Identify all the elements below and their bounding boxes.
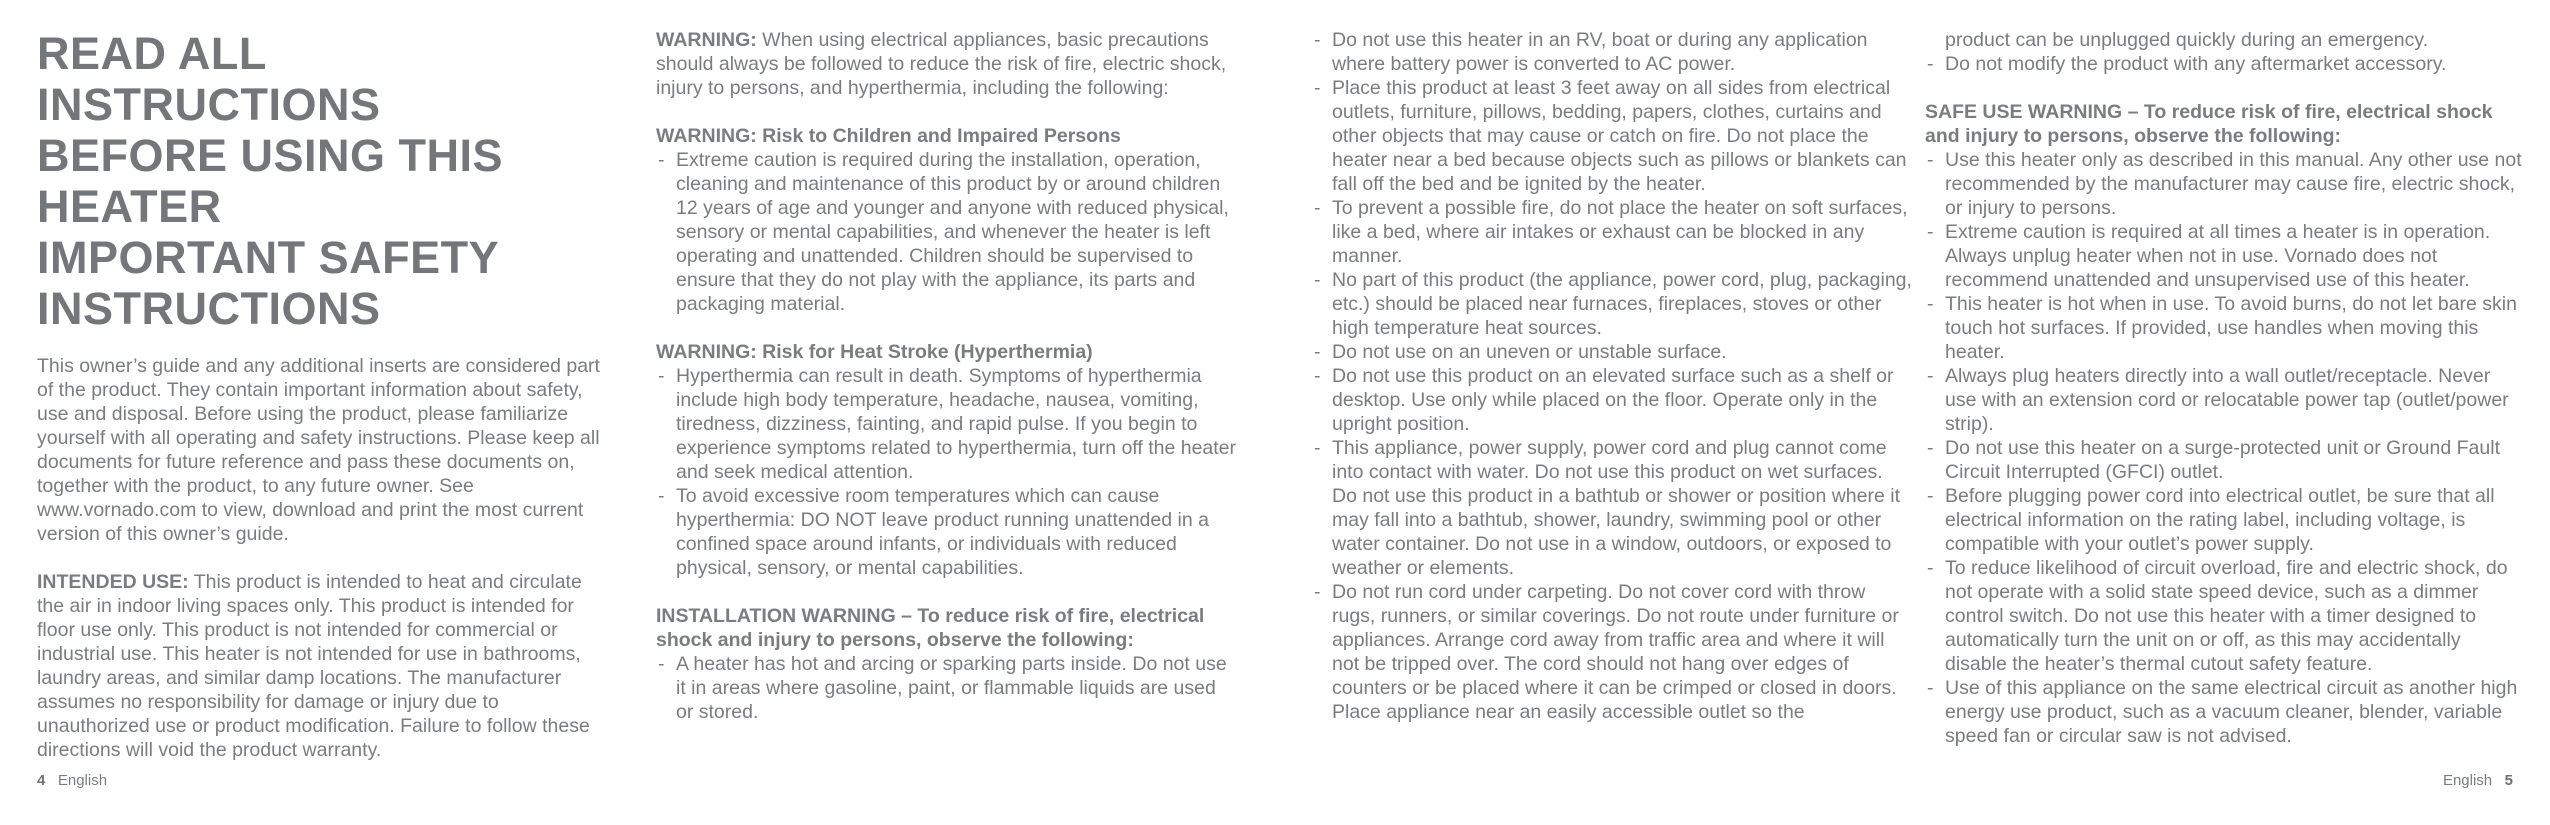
language-label-left: English bbox=[57, 772, 108, 789]
page-number-right: 5 bbox=[2504, 772, 2513, 789]
heat-stroke-section bbox=[656, 340, 1236, 580]
list-item: - Do not use on an uneven or unstable surface. bbox=[1312, 340, 1912, 364]
list-item: - Do not use this heater on a surge-protected unit or Ground Fault Circuit Interrupted (GFCI) outlet. bbox=[1925, 436, 2525, 484]
warning-label: WARNING: bbox=[656, 29, 757, 51]
list-item: - Do not use this heater in an RV, boat or during any application where battery power is converted to AC power. bbox=[1312, 28, 1912, 76]
list-item: - To reduce likelihood of circuit overload, fire and electric shock, do not operate with a solid state speed device, such as a dimmer control switch. Do not use this heater with a timer designed to automatically turn the unit on or off, as this may accidentally disable the heater’s thermal cutout safety feature. bbox=[1925, 556, 2525, 676]
intro-paragraph: This owner’s guide and any additional inserts are considered part of the product. They contain important information about safety, use and disposal. Before using the product, please familiarize yourself with all operating and safety instructions. Please keep all documents for future reference and pass these documents on, together with the product, to any future owner. See www.vornado.com to view, download and print the most current version of this owner’s guide. bbox=[37, 355, 600, 545]
general-warning-paragraph bbox=[656, 28, 1236, 100]
safe-use-section bbox=[1925, 100, 2525, 748]
children-warning-section bbox=[656, 124, 1236, 316]
footer-right bbox=[2443, 772, 2513, 789]
list-item: - Hyperthermia can result in death. Symptoms of hyperthermia include high body temperature, headache, nausea, vomiting, tiredness, dizziness, fainting, and rapid pulse. If you begin to experience symptoms related to hyperthermia, turn off the heater and seek medical attention. bbox=[656, 364, 1236, 484]
column-3 bbox=[1312, 28, 1912, 724]
list-item: - Always plug heaters directly into a wall outlet/receptacle. Never use with an extension cord or relocatable power tap (outlet/power strip). bbox=[1925, 364, 2525, 436]
installation-warning-heading: INSTALLATION WARNING – To reduce risk of fire, electrical shock and injury to persons, observe the following: bbox=[656, 605, 1205, 651]
list-item: - Extreme caution is required during the installation, operation, cleaning and maintenance of this product by or around children 12 years of age and younger and anyone with reduced physical, sensory or mental capabilities, and whenever the heater is left operating and unattended. Children should be supervised to ensure that they do not play with the appliance, its parts and packaging material. bbox=[656, 148, 1236, 316]
column-2 bbox=[656, 28, 1236, 748]
list-item: - Do not run cord under carpeting. Do not cover cord with throw rugs, runners, or similar coverings. Do not route under furniture or appliances. Arrange cord away from traffic area and where it will not be tripped over. The cord should not hang over edges of counters or be placed where it can be crimped or closed in doors. Place appliance near an easily accessible outlet so the bbox=[1312, 580, 1912, 724]
title-line: HEATER bbox=[37, 181, 222, 232]
safe-use-list bbox=[1925, 148, 2525, 748]
intended-use-text: This product is intended to heat and circulate the air in indoor living spaces only. This product is intended for floor use only. This product is not intended for commercial or industrial use. This heater is not intended for use in bathrooms, laundry areas, and similar damp locations. The manufacturer assumes no responsibility for damage or injury due to unauthorized use or product modification. Failure to follow these directions will void the product warranty. bbox=[37, 571, 590, 761]
footer-left bbox=[37, 772, 107, 789]
list-item: - To avoid excessive room temperatures which can cause hyperthermia: DO NOT leave product running unattended in a confined space around infants, or individuals with reduced physical, sensory, or mental capabilities. bbox=[656, 484, 1236, 580]
page-number-left: 4 bbox=[37, 772, 46, 789]
list-item: - This appliance, power supply, power cord and plug cannot come into contact with water. Do not use this product on wet surfaces. Do not use this product in a bathtub or shower or position where it may fall into a bathtub, shower, laundry, swimming pool or other water container. Do not use in a window, outdoors, or exposed to weather or elements. bbox=[1312, 436, 1912, 580]
title-line: BEFORE USING THIS bbox=[37, 130, 504, 181]
list-item: - Use this heater only as described in this manual. Any other use not recommended by the manufacturer may cause fire, electric shock, or injury to persons. bbox=[1925, 148, 2525, 220]
heat-stroke-heading: WARNING: Risk for Heat Stroke (Hyperthermia) bbox=[656, 341, 1093, 363]
list-item: - Use of this appliance on the same electrical circuit as another high energy use product, such as a vacuum cleaner, blender, variable speed fan or circular saw is not advised. bbox=[1925, 676, 2525, 748]
list-item: - Do not use this product on an elevated surface such as a shelf or desktop. Use only while placed on the floor. Operate only in the upright position. bbox=[1312, 364, 1912, 436]
intended-use-paragraph bbox=[37, 570, 612, 762]
children-warning-list bbox=[656, 148, 1236, 316]
list-item: - No part of this product (the appliance, power cord, plug, packaging, etc.) should be placed near furnaces, fireplaces, stoves or other high temperature heat sources. bbox=[1312, 268, 1912, 340]
list-item: - Place this product at least 3 feet away on all sides from electrical outlets, furniture, pillows, bedding, papers, clothes, curtains and other objects that may cause or catch on fire. Do not place the heater near a bed because objects such as pillows or blankets can fall off the bed and be ignited by the heater. bbox=[1312, 76, 1912, 196]
list-item: - Before plugging power cord into electrical outlet, be sure that all electrical information on the rating label, including voltage, is compatible with your outlet’s power supply. bbox=[1925, 484, 2525, 556]
list-item: - A heater has hot and arcing or sparking parts inside. Do not use it in areas where gasoline, paint, or flammable liquids are used or stored. bbox=[656, 652, 1236, 724]
list-item: - Do not modify the product with any aftermarket accessory. bbox=[1925, 52, 2525, 76]
safe-use-heading: SAFE USE WARNING – To reduce risk of fire, electrical shock and injury to persons, observe the following: bbox=[1925, 101, 2493, 147]
installation-warning-list-end bbox=[1925, 52, 2525, 76]
title-line: INSTRUCTIONS bbox=[37, 283, 381, 334]
intended-use-label: INTENDED USE: bbox=[37, 571, 189, 593]
children-warning-heading: WARNING: Risk to Children and Impaired Persons bbox=[656, 125, 1121, 147]
warning-text: When using electrical appliances, basic precautions should always be followed to reduce the risk of fire, electric shock, injury to persons, and hyperthermia, including the following: bbox=[656, 29, 1227, 99]
installation-warning-list bbox=[656, 652, 1236, 724]
continued-text: product can be unplugged quickly during an emergency. bbox=[1945, 29, 2429, 51]
language-label-right: English bbox=[2442, 772, 2493, 789]
list-item: - To prevent a possible fire, do not place the heater on soft surfaces, like a bed, where air intakes or exhaust can be blocked in any manner. bbox=[1312, 196, 1912, 268]
column-4 bbox=[1925, 28, 2525, 772]
page-title bbox=[37, 28, 612, 334]
column-1 bbox=[37, 28, 612, 786]
installation-warning-section bbox=[656, 604, 1236, 724]
list-item: - This heater is hot when in use. To avoid burns, do not let bare skin touch hot surfaces. If provided, use handles when moving this heater. bbox=[1925, 292, 2525, 364]
list-item: - Extreme caution is required at all times a heater is in operation. Always unplug heater when not in use. Vornado does not recommend unattended and unsupervised use of this heater. bbox=[1925, 220, 2525, 292]
heat-stroke-list bbox=[656, 364, 1236, 580]
installation-warning-list-continued bbox=[1312, 28, 1912, 724]
title-line: READ ALL INSTRUCTIONS bbox=[37, 28, 381, 130]
title-line: IMPORTANT SAFETY bbox=[37, 232, 500, 283]
